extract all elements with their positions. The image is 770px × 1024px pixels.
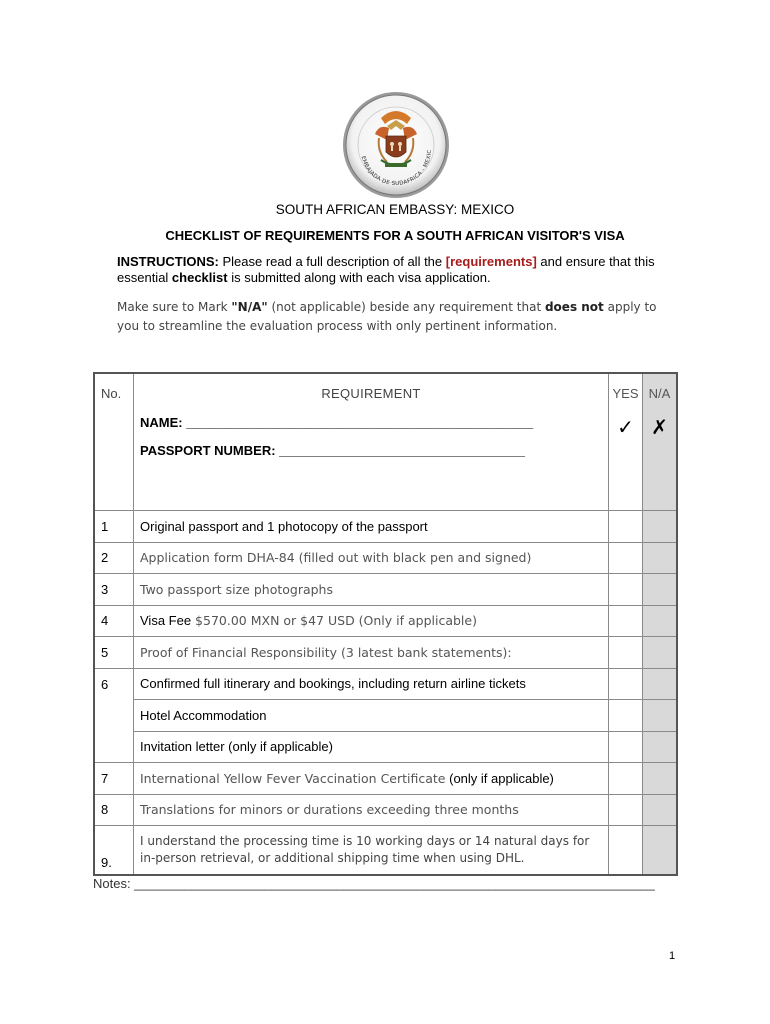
yes-checkbox[interactable] [609, 826, 643, 876]
requirements-link[interactable]: [requirements] [445, 254, 537, 269]
yes-checkbox[interactable] [609, 668, 643, 700]
row-number: 5 [94, 637, 134, 669]
row-number [94, 700, 134, 732]
visa-fee-amount: $570.00 MXN or $47 USD (Only if applicable) [191, 613, 477, 629]
note-bold-1: "N/A" [231, 300, 268, 314]
header-no: No. [94, 373, 134, 511]
seal-text: EMBAJADA DE SUDAFRICA - MEXIC [359, 149, 434, 188]
na-checkbox[interactable] [643, 574, 678, 606]
na-checkbox[interactable] [643, 511, 678, 543]
note-text-2: (not applicable) beside any requirement that [267, 300, 545, 314]
row-number [94, 731, 134, 763]
table-header-row [94, 373, 677, 511]
certificate-text: International Yellow Fever Vaccination Certificate [140, 770, 446, 786]
na-checkbox[interactable] [643, 700, 678, 732]
table-row [94, 700, 677, 732]
row-number: 7 [94, 763, 134, 795]
yes-checkbox[interactable] [609, 794, 643, 826]
instructions-label: INSTRUCTIONS: [117, 254, 219, 269]
note-text-1: Make sure to Mark [117, 300, 232, 314]
note-bold-2: does not [544, 300, 604, 314]
yes-heading: YES [612, 386, 639, 401]
na-checkbox[interactable] [643, 794, 678, 826]
row-number: 4 [94, 605, 134, 637]
row-number: 2 [94, 542, 134, 574]
requirement-text: Invitation letter (only if applicable) [134, 731, 609, 763]
requirement-text: Confirmed full itinerary and bookings, including return airline tickets [134, 668, 609, 700]
na-checkbox[interactable] [643, 542, 678, 574]
na-checkbox[interactable] [643, 731, 678, 763]
requirement-text: Translations for minors or durations exceeding three months [134, 794, 609, 826]
instructions-bold: checklist [171, 270, 228, 285]
header-yes [609, 373, 643, 511]
document-title: CHECKLIST OF REQUIREMENTS FOR A SOUTH AFRICAN VISITOR'S VISA [165, 228, 625, 243]
na-checkbox[interactable] [643, 637, 678, 669]
yes-checkbox[interactable] [609, 763, 643, 795]
table-row [94, 668, 677, 700]
requirement-text: I understand the processing time is 10 working days or 14 natural days for in-person retrieval, or additional shipping time when using DHL. [134, 826, 609, 876]
yes-checkbox[interactable] [609, 542, 643, 574]
table-row [94, 511, 677, 543]
certificate-note: (only if applicable) [445, 770, 554, 786]
na-checkbox[interactable] [643, 605, 678, 637]
yes-checkbox[interactable] [609, 637, 643, 669]
table-row [94, 605, 677, 637]
na-heading: N/A [648, 386, 671, 401]
instructions-text-2: and ensure that this essential [117, 254, 655, 285]
row-number: 3 [94, 574, 134, 606]
yes-checkbox[interactable] [609, 605, 643, 637]
embassy-name: SOUTH AFRICAN EMBASSY: MEXICO [275, 202, 515, 217]
yes-checkbox[interactable] [609, 511, 643, 543]
table-row [94, 794, 677, 826]
requirement-text: Hotel Accommodation [134, 700, 609, 732]
requirement-text: Proof of Financial Responsibility (3 latest bank statements): [134, 637, 609, 669]
name-field[interactable]: NAME: ________________________________________________ [140, 415, 534, 430]
note-text-3: apply to you to streamline the evaluation process with only pertinent information. [117, 300, 657, 333]
instructions-text-1: Please read a full description of all the [218, 254, 446, 269]
yes-checkbox[interactable] [609, 574, 643, 606]
requirement-text: Two passport size photographs [134, 574, 609, 606]
row-number: 1 [94, 511, 134, 543]
requirement-heading: REQUIREMENT [321, 386, 421, 401]
na-note [117, 298, 677, 336]
table-row [94, 826, 677, 876]
page-number: 1 [669, 950, 676, 962]
header-na [643, 373, 678, 511]
requirement-text [134, 763, 609, 795]
na-checkbox[interactable] [643, 826, 678, 876]
row-number: 8 [94, 794, 134, 826]
instructions [117, 254, 677, 286]
instructions-text-3: is submitted along with each visa application. [227, 270, 491, 285]
table-row [94, 731, 677, 763]
embassy-seal [341, 90, 451, 200]
cross-icon: ✗ [651, 417, 668, 439]
visa-fee-label: Visa Fee [140, 613, 192, 629]
requirements-table [93, 372, 678, 876]
requirement-text: Application form DHA-84 (filled out with black pen and signed) [134, 542, 609, 574]
row-number: 9. [94, 826, 134, 876]
row-number: 6 [94, 668, 134, 700]
passport-number-field[interactable]: PASSPORT NUMBER: __________________________________ [140, 443, 525, 458]
yes-checkbox[interactable] [609, 700, 643, 732]
requirement-text: Original passport and 1 photocopy of the passport [134, 511, 609, 543]
notes-field[interactable]: Notes: ________________________________________________________________________ [93, 876, 655, 891]
yes-checkbox[interactable] [609, 731, 643, 763]
na-checkbox[interactable] [643, 763, 678, 795]
table-row [94, 637, 677, 669]
checkmark-icon: ✓ [617, 417, 634, 439]
table-row [94, 542, 677, 574]
table-row [94, 763, 677, 795]
header-requirement [134, 373, 609, 511]
na-checkbox[interactable] [643, 668, 678, 700]
requirement-text [134, 605, 609, 637]
table-row [94, 574, 677, 606]
